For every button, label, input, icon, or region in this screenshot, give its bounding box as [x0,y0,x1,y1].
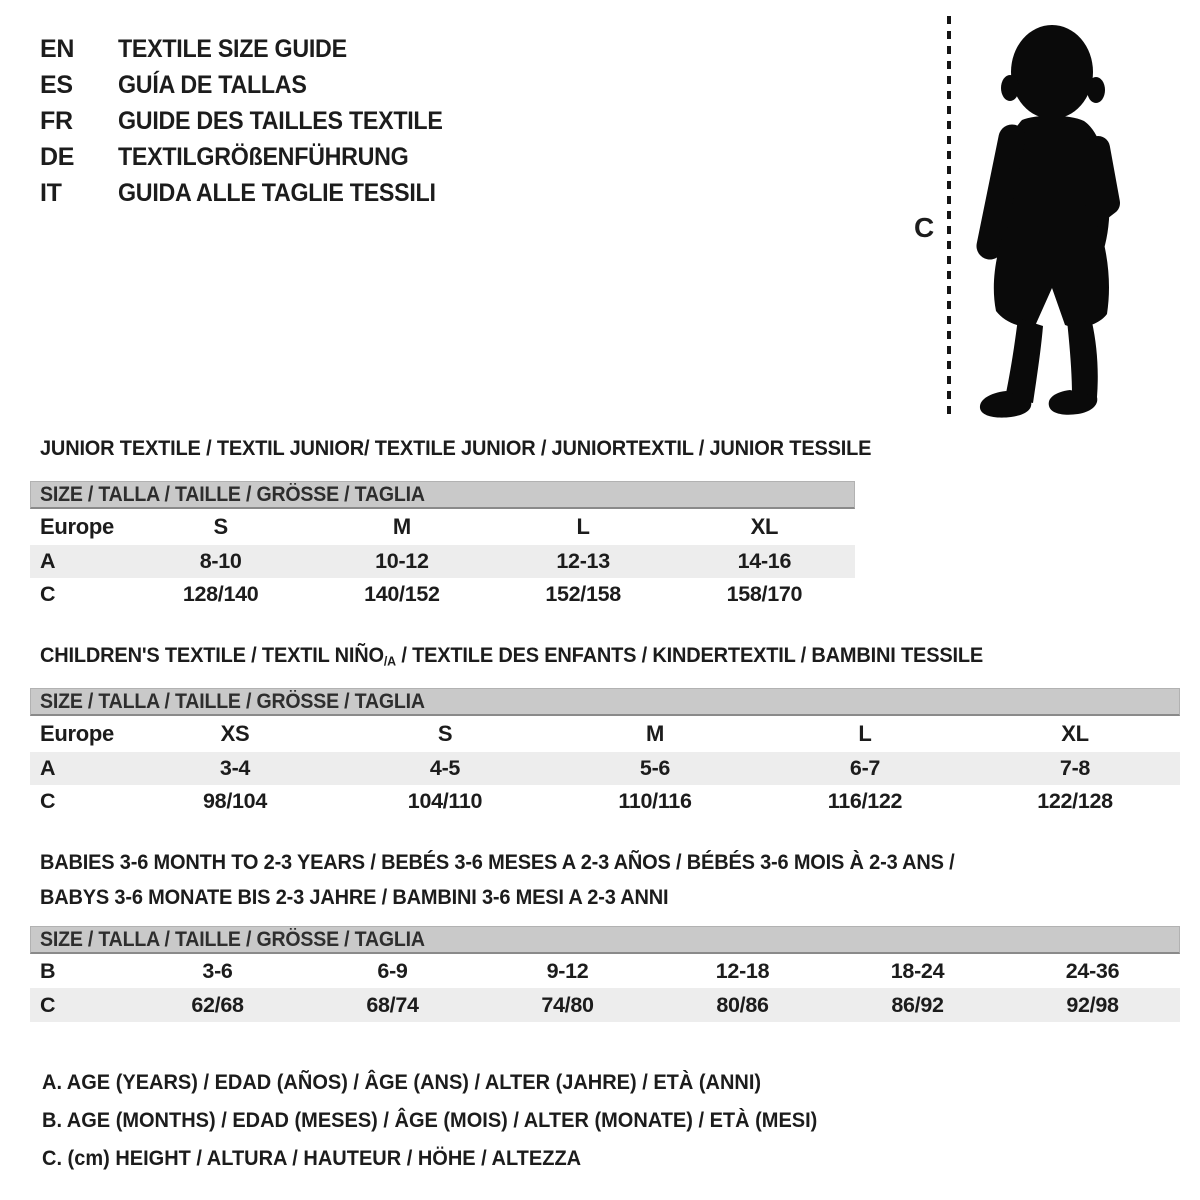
table-cell: 68/74 [366,992,419,1017]
table-cell: 86/92 [891,992,944,1017]
table-cell: 80/86 [716,992,769,1017]
junior-row-age [30,545,855,578]
height-measure-dashed-line [947,16,951,420]
table-cell: 158/170 [726,582,803,606]
table-cell: 140/152 [364,582,440,606]
row-label: C [40,582,56,606]
table-cell: 7-8 [1059,756,1091,780]
language-row-fr [40,103,467,139]
children-size-header-bar: SIZE / TALLA / TAILLE / GRÖSSE / TAGLIA [30,688,1180,716]
table-cell: 6-9 [377,958,408,983]
language-row-it [40,175,467,211]
language-code: FR [40,106,73,135]
table-cell: 14-16 [737,549,792,573]
table-cell: 122/128 [1037,789,1113,813]
table-cell: 9-12 [546,958,589,983]
table-cell: 10-12 [375,549,429,573]
nino-a-subscript: /A [383,653,396,669]
table-cell: 92/98 [1066,992,1119,1017]
guide-title-de: TEXTILGRÖßENFÜHRUNG [118,142,409,171]
babies-row-age-months [30,954,1180,988]
legend-line-c: C. (cm) HEIGHT / ALTURA / HAUTEUR / HÖHE / ALTEZZA [42,1146,582,1170]
babies-section-title-line1: BABIES 3-6 MONTH TO 2-3 YEARS / BEBÉS 3-6 MESES A 2-3 AÑOS / BÉBÉS 3-6 MOIS À 2-3 ANS / [40,850,955,874]
toddler-silhouette [960,20,1142,420]
babies-row-height [30,988,1180,1022]
language-row-es [40,67,467,103]
table-cell: 12-18 [715,958,770,983]
table-cell: 5-6 [639,756,671,780]
row-label: A [40,756,56,780]
language-code: ES [40,70,73,99]
children-row-age [30,752,1180,785]
region-label: Europe [40,721,114,746]
column-header: XL [1061,721,1089,746]
table-cell: 3-6 [202,958,233,983]
junior-section-title: JUNIOR TEXTILE / TEXTIL JUNIOR/ TEXTILE JUNIOR / JUNIORTEXTIL / JUNIOR TESSILE [40,436,872,460]
language-row-de [40,139,467,175]
table-cell: 3-4 [219,756,251,780]
column-header: M [645,721,665,746]
table-cell: 104/110 [407,789,483,813]
table-cell: 12-13 [556,549,610,573]
table-cell: 152/158 [545,582,621,606]
children-size-table [30,688,1180,818]
column-header: L [576,514,590,539]
babies-section-title-line2: BABYS 3-6 MONATE BIS 2-3 JAHRE / BAMBINI 3-6 MESI A 2-3 ANNI [40,885,669,909]
table-cell: 4-5 [429,756,461,780]
legend-line-b: B. AGE (MONTHS) / EDAD (MESES) / ÂGE (MOIS) / ALTER (MONATE) / ETÀ (MESI) [42,1108,818,1132]
guide-title-fr: GUIDE DES TAILLES TEXTILE [118,106,443,135]
language-code: DE [40,142,75,171]
babies-size-header-bar: SIZE / TALLA / TAILLE / GRÖSSE / TAGLIA [30,926,1180,954]
children-row-height [30,785,1180,818]
junior-column-header-row [30,509,855,545]
column-header: XS [220,721,250,746]
guide-title-es: GUÍA DE TALLAS [118,70,307,99]
table-cell: 24-36 [1065,958,1120,983]
table-cell: 116/122 [827,789,903,813]
table-cell: 74/80 [541,992,594,1017]
row-label: A [40,549,56,573]
row-label: C [40,992,56,1017]
column-header: S [437,721,453,746]
table-cell: 62/68 [191,992,244,1017]
language-row-en [40,31,467,67]
row-label: B [40,958,56,983]
region-label: Europe [40,514,114,539]
measurement-legend [42,1070,876,1184]
height-measure-label: C [914,212,935,243]
row-label: C [40,789,56,813]
column-header: M [392,514,411,539]
table-cell: 98/104 [203,789,267,813]
babies-size-table [30,926,1180,1022]
table-cell: 110/116 [618,789,692,813]
children-column-header-row [30,716,1180,752]
table-cell: 18-24 [890,958,945,983]
language-code: EN [40,34,75,63]
junior-row-height [30,578,855,611]
table-cell: 8-10 [199,549,242,573]
column-header: S [213,514,228,539]
guide-title-en: TEXTILE SIZE GUIDE [118,34,347,63]
table-cell: 128/140 [182,582,259,606]
junior-size-table [30,481,855,611]
language-code: IT [40,178,62,207]
column-header: L [858,721,872,746]
column-header: XL [750,514,779,539]
table-cell: 6-7 [849,756,881,780]
guide-title-it: GUIDA ALLE TAGLIE TESSILI [118,178,436,207]
legend-line-a: A. AGE (YEARS) / EDAD (AÑOS) / ÂGE (ANS) / ALTER (JAHRE) / ETÀ (ANNI) [42,1070,762,1094]
children-section-title: CHILDREN'S TEXTILE / TEXTIL NIÑO/A / TEXTILE DES ENFANTS / KINDERTEXTIL / BAMBINI TESSILE [40,643,984,669]
language-title-block [40,31,467,211]
junior-size-header-bar: SIZE / TALLA / TAILLE / GRÖSSE / TAGLIA [30,481,855,509]
